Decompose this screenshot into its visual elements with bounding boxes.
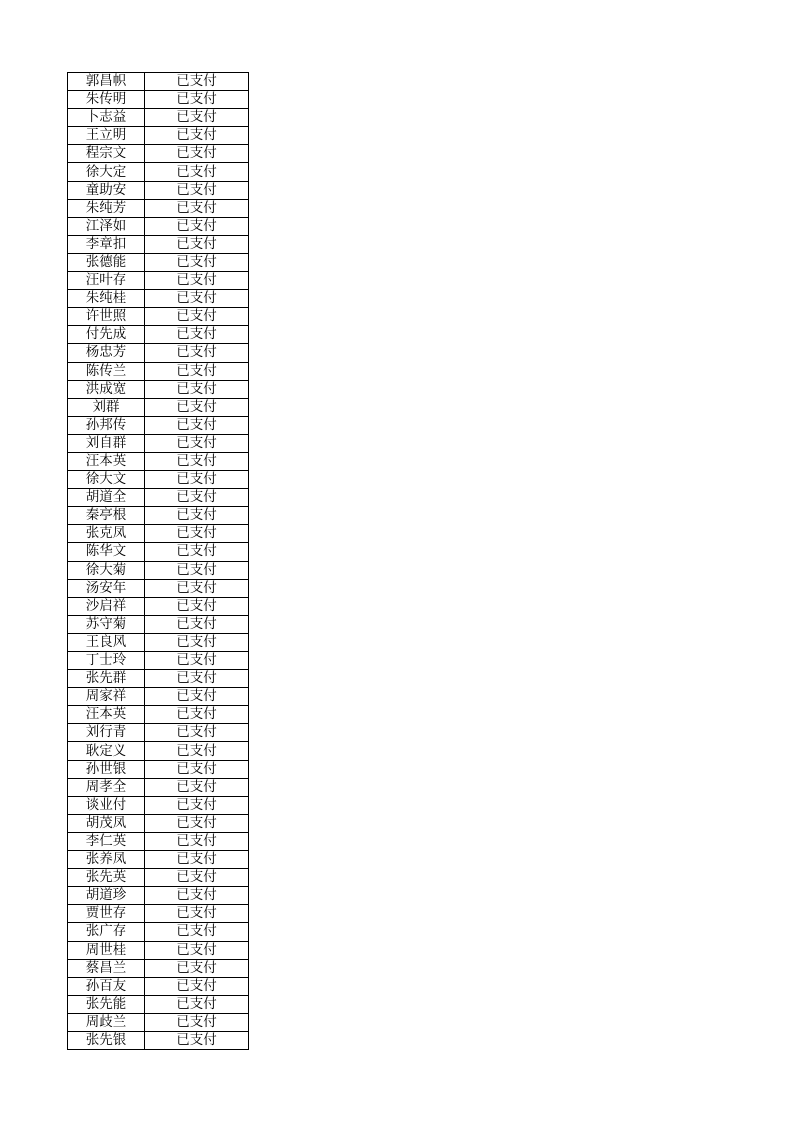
payment-status-cell: 已支付 [145, 597, 249, 615]
table-row [68, 615, 249, 633]
payment-status-cell: 已支付 [145, 977, 249, 995]
table-row [68, 181, 249, 199]
name-cell: 谈业付 [68, 796, 145, 814]
name-cell: 孙世银 [68, 760, 145, 778]
payment-status-cell: 已支付 [145, 760, 249, 778]
payment-status-cell: 已支付 [145, 507, 249, 525]
name-cell: 孙邦传 [68, 416, 145, 434]
payment-status-cell: 已支付 [145, 851, 249, 869]
table-row [68, 633, 249, 651]
name-cell: 张养凤 [68, 851, 145, 869]
table-row [68, 796, 249, 814]
payment-status-cell: 已支付 [145, 416, 249, 434]
name-cell: 耿定义 [68, 742, 145, 760]
payment-status-cell: 已支付 [145, 199, 249, 217]
name-cell: 周歧兰 [68, 1013, 145, 1031]
name-cell: 徐大文 [68, 471, 145, 489]
payment-status-cell: 已支付 [145, 688, 249, 706]
payment-status-cell: 已支付 [145, 579, 249, 597]
name-cell: 杨忠芳 [68, 344, 145, 362]
payment-status-cell: 已支付 [145, 941, 249, 959]
name-cell: 胡茂凤 [68, 814, 145, 832]
table-row [68, 326, 249, 344]
name-cell: 郭昌帜 [68, 73, 145, 91]
table-row [68, 851, 249, 869]
payment-status-cell: 已支付 [145, 652, 249, 670]
payment-status-cell: 已支付 [145, 181, 249, 199]
payment-status-cell: 已支付 [145, 796, 249, 814]
payment-status-table [67, 72, 249, 1050]
name-cell: 周孝全 [68, 778, 145, 796]
table-row [68, 73, 249, 91]
table-row [68, 832, 249, 850]
name-cell: 汪本英 [68, 706, 145, 724]
payment-status-cell: 已支付 [145, 145, 249, 163]
payment-status-cell: 已支付 [145, 235, 249, 253]
payment-status-cell: 已支付 [145, 995, 249, 1013]
table-row [68, 272, 249, 290]
payment-status-cell: 已支付 [145, 887, 249, 905]
table-row [68, 1031, 249, 1049]
name-cell: 卜志益 [68, 109, 145, 127]
name-cell: 陈华文 [68, 543, 145, 561]
table-row [68, 253, 249, 271]
table-row [68, 489, 249, 507]
name-cell: 李仁英 [68, 832, 145, 850]
table-row [68, 109, 249, 127]
name-cell: 周家祥 [68, 688, 145, 706]
name-cell: 周世桂 [68, 941, 145, 959]
table-row [68, 724, 249, 742]
table-row [68, 1013, 249, 1031]
payment-status-cell: 已支付 [145, 109, 249, 127]
payment-status-cell: 已支付 [145, 163, 249, 181]
table-row [68, 670, 249, 688]
payment-status-cell: 已支付 [145, 814, 249, 832]
table-row [68, 507, 249, 525]
table-row [68, 344, 249, 362]
name-cell: 徐大菊 [68, 561, 145, 579]
payment-status-cell: 已支付 [145, 959, 249, 977]
table-row [68, 471, 249, 489]
table-row [68, 706, 249, 724]
name-cell: 江泽如 [68, 217, 145, 235]
name-cell: 刘群 [68, 398, 145, 416]
name-cell: 胡道全 [68, 489, 145, 507]
payment-status-cell: 已支付 [145, 344, 249, 362]
table-row [68, 905, 249, 923]
name-cell: 王立明 [68, 127, 145, 145]
table-row [68, 543, 249, 561]
name-cell: 汤安年 [68, 579, 145, 597]
payment-status-cell: 已支付 [145, 1013, 249, 1031]
name-cell: 丁士玲 [68, 652, 145, 670]
table-row [68, 561, 249, 579]
name-cell: 刘行青 [68, 724, 145, 742]
name-cell: 张先银 [68, 1031, 145, 1049]
name-cell: 许世照 [68, 308, 145, 326]
name-cell: 贾世存 [68, 905, 145, 923]
name-cell: 朱纯芳 [68, 199, 145, 217]
payment-status-cell: 已支付 [145, 434, 249, 452]
name-cell: 张克凤 [68, 525, 145, 543]
payment-status-cell: 已支付 [145, 91, 249, 109]
table-row [68, 163, 249, 181]
table-row [68, 416, 249, 434]
table-row [68, 977, 249, 995]
payment-status-cell: 已支付 [145, 290, 249, 308]
table-row [68, 145, 249, 163]
name-cell: 付先成 [68, 326, 145, 344]
name-cell: 朱传明 [68, 91, 145, 109]
payment-status-cell: 已支付 [145, 272, 249, 290]
payment-status-cell: 已支付 [145, 724, 249, 742]
table-row [68, 941, 249, 959]
payment-status-cell: 已支付 [145, 308, 249, 326]
name-cell: 张德能 [68, 253, 145, 271]
payment-status-cell: 已支付 [145, 742, 249, 760]
table-row [68, 869, 249, 887]
payment-status-cell: 已支付 [145, 253, 249, 271]
payment-status-cell: 已支付 [145, 380, 249, 398]
table-row [68, 127, 249, 145]
name-cell: 张先群 [68, 670, 145, 688]
payment-status-cell: 已支付 [145, 543, 249, 561]
payment-status-cell: 已支付 [145, 1031, 249, 1049]
table-row [68, 308, 249, 326]
name-cell: 王良风 [68, 633, 145, 651]
payment-status-cell: 已支付 [145, 73, 249, 91]
name-cell: 张先能 [68, 995, 145, 1013]
table-row [68, 652, 249, 670]
name-cell: 蔡昌兰 [68, 959, 145, 977]
payment-status-cell: 已支付 [145, 670, 249, 688]
table-row [68, 434, 249, 452]
table-row [68, 525, 249, 543]
payment-status-cell: 已支付 [145, 362, 249, 380]
table-row [68, 995, 249, 1013]
payment-status-cell: 已支付 [145, 489, 249, 507]
payment-status-cell: 已支付 [145, 706, 249, 724]
table-row [68, 887, 249, 905]
name-cell: 李章扣 [68, 235, 145, 253]
table-row [68, 778, 249, 796]
name-cell: 童助安 [68, 181, 145, 199]
payment-status-cell: 已支付 [145, 561, 249, 579]
name-cell: 徐大定 [68, 163, 145, 181]
table-row [68, 579, 249, 597]
table-row [68, 452, 249, 470]
name-cell: 刘自群 [68, 434, 145, 452]
name-cell: 孙百友 [68, 977, 145, 995]
name-cell: 张广存 [68, 923, 145, 941]
table-row [68, 923, 249, 941]
name-cell: 程宗文 [68, 145, 145, 163]
payment-status-cell: 已支付 [145, 217, 249, 235]
payment-status-cell: 已支付 [145, 452, 249, 470]
table-row [68, 199, 249, 217]
table-row [68, 91, 249, 109]
table-row [68, 290, 249, 308]
payment-status-cell: 已支付 [145, 525, 249, 543]
table-row [68, 362, 249, 380]
payment-status-cell: 已支付 [145, 869, 249, 887]
table-row [68, 380, 249, 398]
table-row [68, 959, 249, 977]
name-cell: 洪成宽 [68, 380, 145, 398]
table-row [68, 760, 249, 778]
name-cell: 陈传兰 [68, 362, 145, 380]
table-body [68, 73, 249, 1050]
name-cell: 汪本英 [68, 452, 145, 470]
name-cell: 胡道珍 [68, 887, 145, 905]
payment-status-cell: 已支付 [145, 633, 249, 651]
payment-status-cell: 已支付 [145, 127, 249, 145]
name-cell: 张先英 [68, 869, 145, 887]
name-cell: 汪叶存 [68, 272, 145, 290]
payment-status-cell: 已支付 [145, 398, 249, 416]
payment-status-cell: 已支付 [145, 778, 249, 796]
payment-status-cell: 已支付 [145, 923, 249, 941]
payment-status-cell: 已支付 [145, 832, 249, 850]
table-row [68, 217, 249, 235]
payment-status-cell: 已支付 [145, 471, 249, 489]
payment-status-cell: 已支付 [145, 905, 249, 923]
table-row [68, 688, 249, 706]
name-cell: 苏守菊 [68, 615, 145, 633]
name-cell: 沙启祥 [68, 597, 145, 615]
payment-status-cell: 已支付 [145, 615, 249, 633]
table-row [68, 597, 249, 615]
table-row [68, 742, 249, 760]
table-row [68, 814, 249, 832]
name-cell: 朱纯桂 [68, 290, 145, 308]
name-cell: 秦亭根 [68, 507, 145, 525]
table-row [68, 235, 249, 253]
payment-status-cell: 已支付 [145, 326, 249, 344]
table-row [68, 398, 249, 416]
